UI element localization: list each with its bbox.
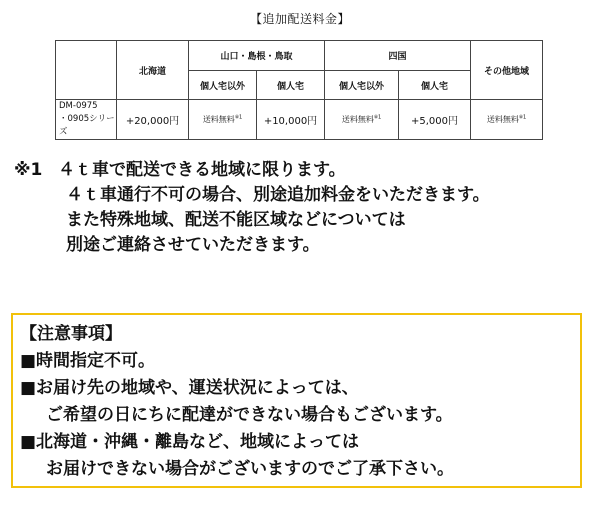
- caution-line: ご希望の日にちに配達ができない場合もございます。: [46, 405, 453, 425]
- subheader-shikoku-other: 個人宅以外: [325, 71, 399, 100]
- fee-shikoku-other: [325, 100, 399, 140]
- fee-yamaguchi-home: +10,000円: [257, 100, 325, 140]
- product-name-line2: ・0905シリーズ: [59, 114, 115, 137]
- caution-line: お届けできない場合がございますのでご了承下さい。: [46, 459, 454, 479]
- fee-note-ref: ※1: [518, 114, 527, 121]
- fee-yamaguchi-other: [189, 100, 257, 140]
- caution-line: ■時間指定不可。: [20, 351, 156, 371]
- header-hokkaido: 北海道: [117, 41, 189, 100]
- fee-note-ref: ※1: [373, 114, 382, 121]
- subheader-shikoku-home: 個人宅: [399, 71, 471, 100]
- fee-hokkaido: +20,000円: [117, 100, 189, 140]
- fee-others: [471, 100, 543, 140]
- header-others: その他地域: [471, 41, 543, 100]
- table-caption: 【追加配送料金】: [249, 12, 350, 26]
- caution-line: ■お届け先の地域や、運送状況によっては、: [20, 378, 359, 398]
- header-blank: [56, 41, 117, 100]
- table-header-row: [56, 41, 543, 71]
- header-shikoku: 四国: [325, 41, 471, 71]
- caution-line: ■北海道・沖縄・離島など、地域によっては: [20, 432, 360, 452]
- shipping-fee-table: [55, 40, 543, 140]
- subheader-yamaguchi-other: 個人宅以外: [189, 71, 257, 100]
- header-yamaguchi: 山口・島根・鳥取: [189, 41, 325, 71]
- caution-box: [11, 313, 582, 488]
- product-name-cell: [56, 100, 117, 140]
- footnote-line: また特殊地域、配送不能区域などについては: [66, 210, 406, 230]
- footnote-line: ４ｔ車通行不可の場合、別途追加料金をいただきます。: [66, 185, 490, 205]
- footnote-line: [14, 158, 594, 183]
- fee-shikoku-home: +5,000円: [399, 100, 471, 140]
- subheader-yamaguchi-home: 個人宅: [257, 71, 325, 100]
- fee-note-ref: ※1: [234, 114, 243, 121]
- product-name-line1: DM-0975: [59, 101, 98, 111]
- caution-title: 【注意事項】: [20, 324, 122, 344]
- footnote-text: ４ｔ車で配送できる地域に限ります。: [58, 160, 346, 180]
- footnote-line: 別途ご連絡させていただきます。: [66, 235, 320, 255]
- fee-free-label: 送料無料: [202, 115, 235, 124]
- footnote-mark: ※1: [14, 160, 43, 180]
- table-row: [56, 100, 543, 140]
- footnote: [14, 158, 594, 258]
- fee-free-label: 送料無料: [341, 115, 374, 124]
- fee-free-label: 送料無料: [486, 115, 519, 124]
